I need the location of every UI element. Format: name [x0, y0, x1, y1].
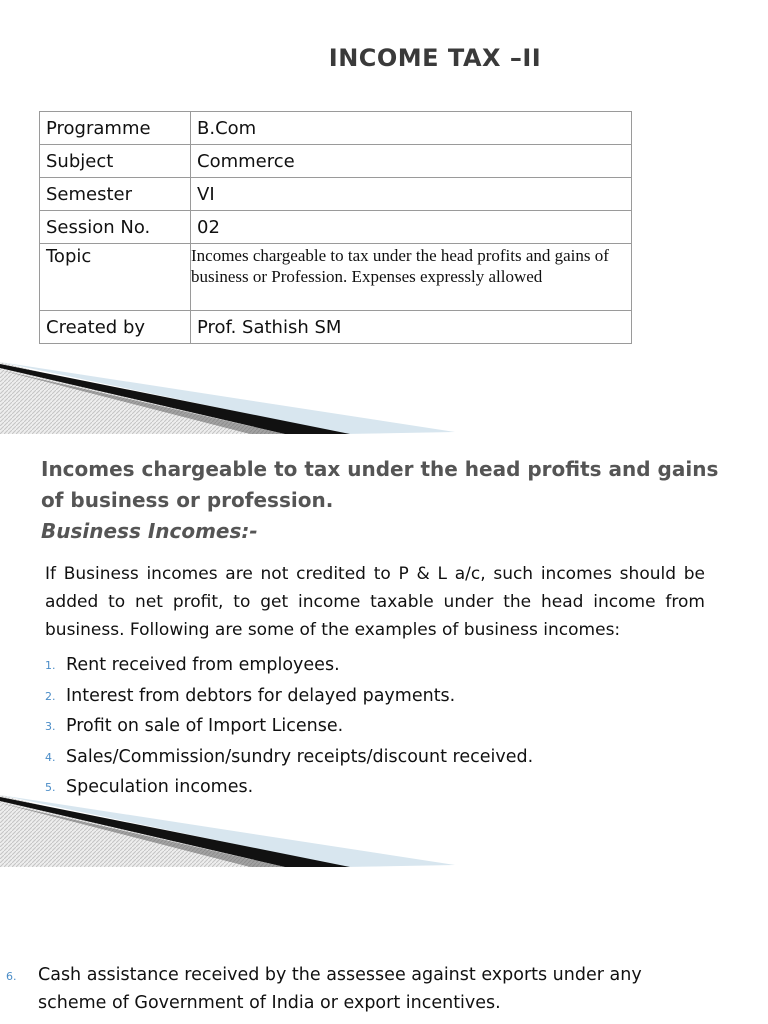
row-label: Session No. — [40, 211, 191, 244]
heading-text: Incomes chargeable to tax under the head profits and gains of business or profession. — [41, 457, 719, 512]
slide-divider — [0, 795, 460, 867]
list-text: Speculation incomes. — [66, 777, 254, 797]
row-value: VI — [191, 178, 632, 211]
list-item — [0, 650, 533, 681]
row-label: Topic — [40, 244, 191, 311]
subheading-text: Business Incomes:- — [41, 519, 258, 543]
row-value: 02 — [191, 211, 632, 244]
row-label: Created by — [40, 311, 191, 344]
list-text: Rent received from employees. — [66, 655, 340, 675]
row-value: Commerce — [191, 145, 632, 178]
list-number: 1. — [45, 659, 56, 672]
list-number: 6. — [6, 970, 17, 983]
intro-paragraph: If Business incomes are not credited to P & L a/c, such incomes should be added to net profit, to get income taxable under the head income from business. Following are some of the examples of business incomes: — [45, 564, 705, 640]
row-value: B.Com — [191, 112, 632, 145]
table-row — [40, 311, 632, 344]
section-heading — [41, 454, 741, 547]
course-info-table — [39, 111, 632, 344]
table-row — [40, 145, 632, 178]
list-item — [0, 681, 533, 712]
list-text: Cash assistance received by the assessee against exports under any scheme of Government of India or export incentives. — [38, 965, 642, 1013]
list-number: 2. — [45, 689, 56, 703]
business-income-list — [0, 650, 533, 803]
table-row — [40, 112, 632, 145]
list-text: Sales/Commission/sundry receipts/discount received. — [66, 746, 534, 767]
table-row — [40, 178, 632, 211]
table-row — [40, 244, 632, 311]
row-label: Semester — [40, 178, 191, 211]
list-text: Profit on sale of Import License. — [66, 716, 344, 736]
table-row — [40, 211, 632, 244]
list-item — [0, 742, 533, 773]
page-title: INCOME TAX –II — [328, 44, 542, 72]
list-number: 4. — [45, 750, 56, 764]
row-value: Incomes chargeable to tax under the head profits and gains of business or Profession. Expenses expressly allowed — [191, 244, 632, 311]
list-number: 3. — [45, 720, 56, 733]
list-number: 5. — [45, 781, 56, 794]
slide-divider — [0, 362, 460, 434]
list-item — [0, 711, 533, 742]
row-label: Programme — [40, 112, 191, 145]
row-label: Subject — [40, 145, 191, 178]
row-value: Prof. Sathish SM — [191, 311, 632, 344]
list-text: Interest from debtors for delayed payments. — [66, 685, 456, 706]
